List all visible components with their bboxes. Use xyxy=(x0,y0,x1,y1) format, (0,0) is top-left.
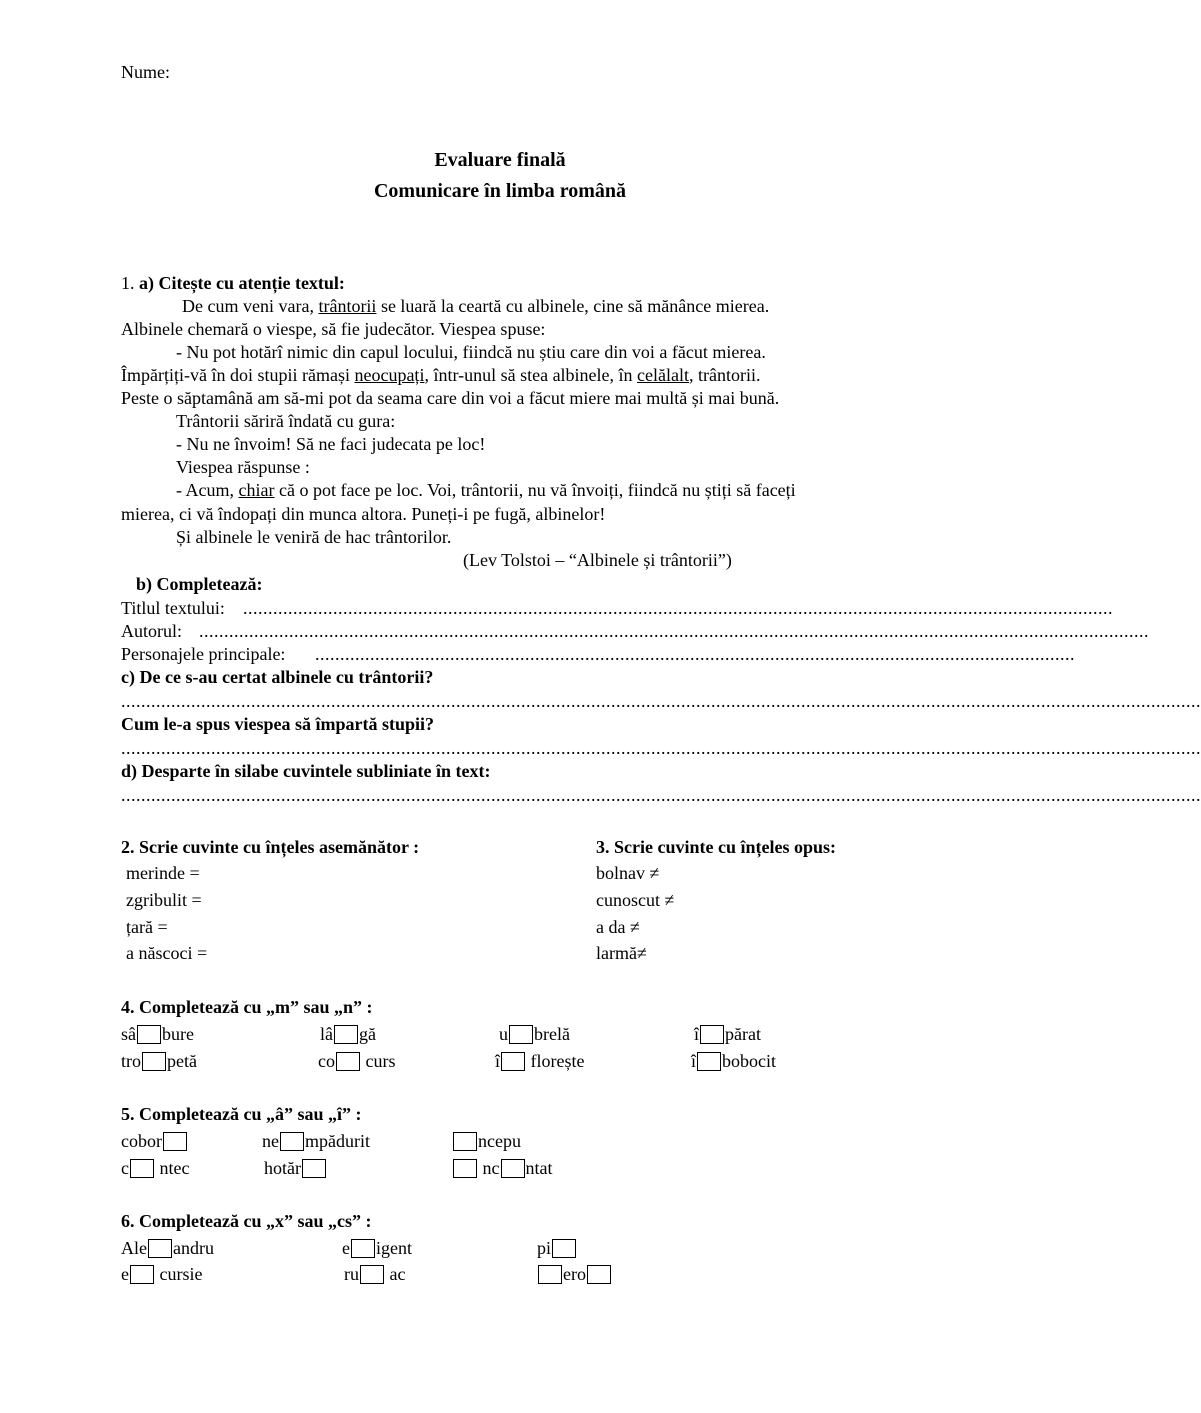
letter-box[interactable] xyxy=(130,1159,154,1178)
ex5-word: ne mpădurit xyxy=(262,1131,370,1151)
ex3-item: bolnav ≠ xyxy=(596,863,660,883)
letter-box[interactable] xyxy=(137,1025,161,1044)
author-label: Autorul: xyxy=(121,621,182,641)
text-line-7: - Nu ne învoim! Să ne faci judecata pe loc! xyxy=(176,434,486,454)
underlined-word: neocupați xyxy=(354,365,425,385)
ex2-item: merinde = xyxy=(126,863,200,883)
ex4-word: î florește xyxy=(495,1051,585,1071)
text-line-3: - Nu pot hotărî nimic din capul locului, fiindcă nu știu care din voi a făcut mierea. xyxy=(176,342,766,362)
ex6-heading: 6. Completează cu „x” sau „cs” : xyxy=(121,1211,372,1231)
text-line-9: - Acum, chiar că o pot face pe loc. Voi, trântorii, nu vă învoiți, fiindcă nu știți să faceți xyxy=(176,480,796,500)
answer-line-c[interactable]: ........................................................................................................................................................................................................................ xyxy=(121,691,1201,711)
letter-box[interactable] xyxy=(501,1052,525,1071)
ex6-word: ru ac xyxy=(344,1264,406,1284)
letter-box[interactable] xyxy=(148,1239,172,1258)
ex2-heading: 2. Scrie cuvinte cu înțeles asemănător : xyxy=(121,837,420,857)
answer-line-c2[interactable]: ........................................................................................................................................................................................................................ xyxy=(121,738,1201,758)
answer-line-d[interactable]: ........................................................................................................................................................................................................................ xyxy=(121,785,1201,805)
letter-box[interactable] xyxy=(453,1159,477,1178)
ex5-word: cobor xyxy=(121,1130,188,1153)
ex6-word: ero xyxy=(537,1263,612,1286)
text-line-8: Viespea răspunse : xyxy=(176,457,310,477)
text-source: (Lev Tolstoi – “Albinele și trântorii”) xyxy=(463,550,732,570)
ex5-heading: 5. Completează cu „â” sau „î” : xyxy=(121,1104,362,1124)
letter-box[interactable] xyxy=(587,1265,611,1284)
letter-box[interactable] xyxy=(552,1239,576,1258)
letter-box[interactable] xyxy=(351,1239,375,1258)
letter-box[interactable] xyxy=(336,1052,360,1071)
ex2-item: țară = xyxy=(126,917,168,937)
ex5-word: c ntec xyxy=(121,1158,190,1178)
characters-answer-line[interactable]: ........................................................................................................................................................ xyxy=(315,644,1075,664)
text-line-10: mierea, ci vă îndopați din munca altora. Puneți-i pe fugă, albinelor! xyxy=(121,504,606,524)
ex5-word: ncepu xyxy=(452,1130,521,1153)
underlined-word: chiar xyxy=(238,480,275,500)
letter-box[interactable] xyxy=(697,1052,721,1071)
ex2-item: a născoci = xyxy=(126,943,208,963)
ex5-word: hotăr xyxy=(264,1157,327,1180)
ex4-word: î bobocit xyxy=(691,1051,777,1071)
ex1-heading xyxy=(121,272,345,295)
letter-box[interactable] xyxy=(700,1025,724,1044)
letter-box[interactable] xyxy=(453,1132,477,1151)
letter-box[interactable] xyxy=(280,1132,304,1151)
ex4-word: î părat xyxy=(694,1024,761,1044)
ex4-word: tro petă xyxy=(121,1051,197,1071)
ex5-word: nc ntat xyxy=(452,1157,553,1180)
letter-box[interactable] xyxy=(360,1265,384,1284)
text-line-1: De cum veni vara, trântorii se luară la ceartă cu albinele, cine să mănânce mierea. xyxy=(182,296,770,316)
text-line-11: Și albinele le veniră de hac trântorilor. xyxy=(176,527,452,547)
question-d: d) Desparte în silabe cuvintele subliniate în text: xyxy=(121,761,491,781)
ex2-item: zgribulit = xyxy=(126,890,202,910)
letter-box[interactable] xyxy=(509,1025,533,1044)
characters-label: Personajele principale: xyxy=(121,644,286,664)
ex1-number: 1. xyxy=(121,273,135,293)
question-c: c) De ce s-au certat albinele cu trântorii? xyxy=(121,667,434,687)
ex1-a-heading: a) Citește cu atenție textul: xyxy=(139,273,345,293)
underlined-word: celălalt xyxy=(637,365,690,385)
letter-box[interactable] xyxy=(130,1265,154,1284)
letter-box[interactable] xyxy=(538,1265,562,1284)
text-line-6: Trântorii săriră îndată cu gura: xyxy=(176,411,396,431)
text-line-5: Peste o săptamână am să-mi pot da seama care din voi a făcut miere mai multă și mai bună. xyxy=(121,388,780,408)
text-line-2: Albinele chemară o viespe, să fie judecător. Viespea spuse: xyxy=(121,319,546,339)
ex4-heading: 4. Completează cu „m” sau „n” : xyxy=(121,997,373,1017)
ex4-word: lâ gă xyxy=(320,1024,376,1044)
title-label: Titlul textului: xyxy=(121,598,225,618)
ex1-b-heading: b) Completează: xyxy=(136,574,263,594)
ex6-word: pi xyxy=(537,1237,577,1260)
letter-box[interactable] xyxy=(501,1159,525,1178)
ex6-word: Ale andru xyxy=(121,1238,214,1258)
ex6-word: e igent xyxy=(342,1238,412,1258)
letter-box[interactable] xyxy=(334,1025,358,1044)
ex4-word: sâ bure xyxy=(121,1024,194,1044)
page-subtitle: Comunicare în limba română xyxy=(373,180,627,202)
text-line-4: Împărțiți-vă în doi stupii rămași neocupați, într-unul să stea albinele, în celălalt, trântorii. xyxy=(121,365,761,385)
ex6-word: e cursie xyxy=(121,1264,203,1284)
ex4-word: u brelă xyxy=(499,1024,570,1044)
letter-box[interactable] xyxy=(142,1052,166,1071)
name-label: Nume: xyxy=(121,62,170,82)
ex3-heading: 3. Scrie cuvinte cu înțeles opus: xyxy=(596,837,836,857)
author-answer-line[interactable]: .............................................................................................................................................................................................. xyxy=(199,621,1149,641)
title-answer-line[interactable]: .............................................................................................................................................................................. xyxy=(243,598,1113,618)
ex4-word: co curs xyxy=(318,1051,396,1071)
letter-box[interactable] xyxy=(163,1132,187,1151)
underlined-word: trântorii xyxy=(318,296,377,316)
ex3-item: larmă≠ xyxy=(596,943,647,963)
ex3-item: cunoscut ≠ xyxy=(596,890,675,910)
ex3-item: a da ≠ xyxy=(596,917,640,937)
page-title: Evaluare finală xyxy=(434,149,566,171)
question-c2: Cum le-a spus viespea să împartă stupii? xyxy=(121,714,435,734)
letter-box[interactable] xyxy=(302,1159,326,1178)
